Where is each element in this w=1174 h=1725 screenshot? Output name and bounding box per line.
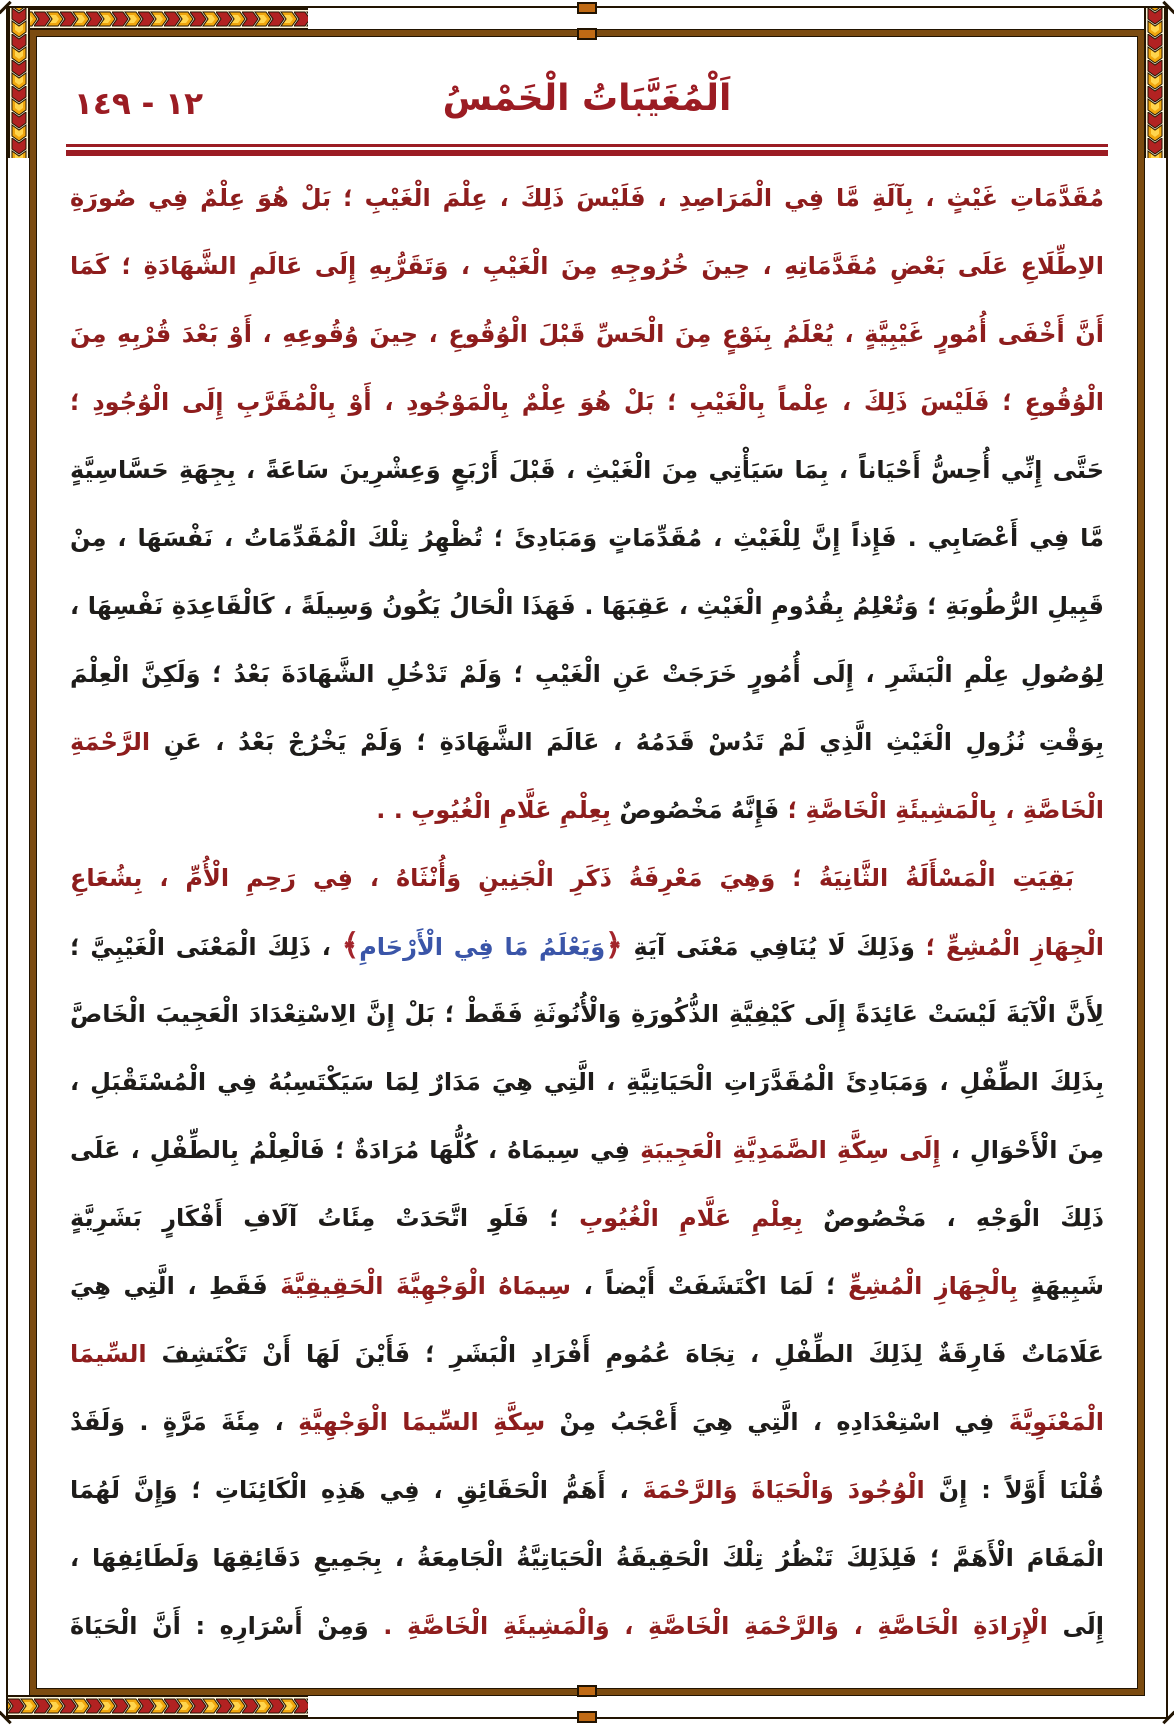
decorative-border-bottom [8,1695,308,1717]
text-line [70,776,1104,844]
text-segment: الْمَقَامَ الْأَهَمَّ ؛ فَلِذَلِكَ تَنْظُرُ تِلْكَ الْحَقِيقَةُ الْحَيَاتِيَّةُ الْجَامِعَةُ ، بِجَمِيعِ دَقَائِقِهَا وَلَطَائِفِهَا ، [70,1544,1104,1572]
text-segment: بِعِلْمِ عَلَّامِ الْغُيُوبِ [558,1204,803,1232]
decorative-border-right [1144,8,1166,158]
page-number: ١٢ - ١٤٩ [74,86,204,122]
text-line [70,640,1104,708]
quran-verse-text: وَيَعْلَمُ مَا فِي الْأَرْحَامِ [359,933,606,961]
text-segment: بِعِلْمِ عَلَّامِ الْغُيُوبِ . . [376,796,612,824]
text-line [70,980,1104,1048]
verse-bracket-ornament-icon: ﴾ [341,928,360,963]
page-content [70,36,1104,1689]
text-line [70,1456,1104,1524]
text-segment: ؛ فَلَوِ اتَّحَدَتْ مِئَاتُ آلَافِ أَفْكَارٍ بَشَرِيَّةٍ [70,1204,559,1232]
text-line [70,164,1104,232]
text-line [70,232,1104,300]
text-segment: لِأَنَّ الْآيَةَ لَيْسَتْ عَائِدَةً إِلَى كَيْفِيَّةِ الذُّكُورَةِ وَالْأُنُوثَةِ فَقَطْ ؛ بَلْ إِنَّ الِاسْتِعْدَادَ الْعَجِيبَ الْخَاصَّ [70,1000,1104,1028]
verse-bracket-ornament-icon: ﴿ [605,928,623,963]
text-segment: إِلَى [1047,1612,1104,1640]
text-line [70,572,1104,640]
text-segment: فِي سِيمَاهُ ، كُلُّهَا مُرَادَةٌ ؛ فَالْعِلْمُ بِالطِّفْلِ ، عَلَى [70,1136,630,1164]
text-segment: الاِطِّلَاعِ عَلَى بَعْضِ مُقَدَّمَاتِهِ ، حِينَ خُرُوجِهِ مِنَ الْغَيْبِ ، وَتَقَرُّبِهِ إِلَى عَالَمِ الشَّهَادَةِ ؛ كَمَا [70,252,1104,280]
text-line [70,844,1104,912]
text-segment: بِذَلِكَ الطِّفْلِ ، وَمَبَادِئَ الْمُقَدَّرَاتِ الْحَيَاتِيَّةِ ، الَّتِي هِيَ مَدَارٌ لِمَا سَيَكْتَسِبُهُ فِي الْمُسْتَقْبَلِ ، [70,1068,1104,1096]
text-line [70,708,1104,776]
text-segment: بِوَقْتِ نُزُولِ الْغَيْثِ الَّذِي لَمْ تَدُسْ قَدَمُهُ ، عَالَمَ الشَّهَادَةِ ؛ وَلَمْ يَخْرُجْ بَعْدُ ، عَنِ [150,728,1104,756]
decorative-border-top [8,8,308,30]
text-line [70,368,1104,436]
text-segment: ذَلِكَ الْوَجْهِ ، مَخْصُوصٌ [802,1204,1104,1232]
text-segment: مِنَ الْأَحْوَالِ ، [940,1136,1104,1164]
decorative-border-left [8,8,30,158]
text-line [70,1184,1104,1252]
text-segment: أَنَّ أَخْفَى أُمُورٍ غَيْبِيَّةٍ ، يُعْلَمُ بِنَوْعٍ مِنَ الْحَسِّ قَبْلَ الْوُقُوعِ ، حِينَ وُقُوعِهِ ، أَوْ بَعْدَ قُرْبِهِ مِنَ [70,320,1104,348]
text-line [70,1252,1104,1320]
text-segment: الرَّحْمَةِ [70,728,151,756]
text-line [70,1524,1104,1592]
text-segment: ، أَهَمُّ الْحَقَائِقِ ، فِي هَذِهِ الْكَائِنَاتِ ؛ وَإِنَّ لَهُمَا [70,1476,629,1504]
text-line [70,300,1104,368]
text-segment: فِي اسْتِعْدَادِهِ ، الَّتِي هِيَ أَعْجَبُ مِنْ [545,1408,995,1436]
text-segment: مُقَدَّمَاتِ غَيْثٍ ، بِآلَةِ مَّا فِي الْمَرَاصِدِ ، فَلَيْسَ ذَلِكَ ، عِلْمَ الْغَيْبِ ؛ بَلْ هُوَ عِلْمٌ فِي صُورَةِ [70,184,1104,212]
text-segment: قَبِيلِ الرُّطُوبَةِ ؛ وَتُعْلِمُ بِقُدُومِ الْغَيْثِ ، عَقِبَهَا . فَهَذَا الْحَالُ يَكُونُ وَسِيلَةً ، كَالْقَاعِدَةِ نَفْسِهَا ، [70,592,1104,620]
text-segment: حَتَّى إِنِّي أُحِسُّ أَحْيَاناً ، بِمَا سَيَأْتِي مِنَ الْغَيْثِ ، قَبْلَ أَرْبَعٍ وَعِشْرِينَ سَاعَةً ، بِجِهَةِ حَسَّاسِيَّةٍ [70,456,1104,484]
text-segment: بِالْجِهَازِ الْمُشِعِّ [835,1272,1018,1300]
page-title: اَلْمُغَيَّبَاتُ الْخَمْسُ [442,78,732,119]
text-segment: فَإِنَّهُ مَخْصُوصٌ [611,796,780,824]
text-segment: فَقَطِ ، الَّتِي هِيَ [70,1272,268,1300]
text-segment: الْوُجُودَ وَالْحَيَاةَ وَالرَّحْمَةَ [628,1476,925,1504]
text-segment: ، مِئَةَ مَرَّةٍ . وَلَقَدْ [70,1408,284,1436]
text-line [70,1116,1104,1184]
text-segment: سِيمَاهُ الْوَجْهِيَّةَ الْحَقِيقِيَّةَ [267,1272,572,1300]
text-line [70,1048,1104,1116]
text-line [70,1320,1104,1388]
text-segment: وَمِنْ أَسْرَارِهِ : أَنَّ الْحَيَاةَ [70,1612,369,1640]
border-center-tab-icon [577,2,597,14]
header-divider-rule [66,144,1108,156]
text-segment: وَذَلِكَ لَا يُنَافِي مَعْنَى آيَةِ [622,933,915,961]
text-segment: مَّا فِي أَعْصَابِي . فَإِذاً إِنَّ لِلْغَيْثِ ، مُقَدِّمَاتٍ وَمَبَادِئَ ؛ تُظْهِرُ تِلْكَ الْمُقَدِّمَاتُ ، نَفْسَهَا ، مِنْ [70,524,1104,552]
text-line [70,436,1104,504]
text-segment: شَبِيهَةٍ [1017,1272,1104,1300]
text-segment: قُلْنَا أَوَّلاً : إِنَّ [924,1476,1104,1504]
text-segment: السِّيمَا [70,1340,147,1368]
text-line [70,1388,1104,1456]
text-line [70,912,1104,980]
body-text [70,164,1104,1660]
text-segment: الْخَاصَّةِ ، بِالْمَشِيئَةِ الْخَاصَّةِ ؛ [779,796,1104,824]
text-segment: ؛ لَمَا اكْتَشَفَتْ أَيْضاً ، [571,1272,836,1300]
text-segment: الْإِرَادَةِ الْخَاصَّةِ ، وَالرَّحْمَةِ الْخَاصَّةِ ، وَالْمَشِيئَةِ الْخَاصَّةِ . [368,1612,1048,1640]
text-segment: عَلَامَاتٌ فَارِقَةٌ لِذَلِكَ الطِّفْلِ ، تِجَاهَ عُمُومِ أَفْرَادِ الْبَشَرِ ؛ فَأَيْنَ لَهَا أَنْ تَكْتَشِفَ [146,1340,1104,1368]
text-segment: الْجِهَازِ الْمُشِعِّ ؛ [914,933,1104,961]
border-center-tab-icon [577,1711,597,1723]
text-segment: بَقِيَتِ الْمَسْأَلَةُ الثَّانِيَةُ ؛ وَهِيَ مَعْرِفَةُ ذَكَرِ الْجَنِينِ وَأُنْثَاهُ ، فِي رَحِمِ الْأُمِّ ، بِشُعَاعِ [70,864,1074,892]
text-line [70,1592,1104,1660]
page-header [70,36,1104,144]
text-segment: سِكَّةِ السِّيمَا الْوَجْهِيَّةِ [283,1408,546,1436]
header-divider-rule-thick [66,150,1108,156]
text-segment: الْمَعْنَوِيَّةَ [994,1408,1104,1436]
text-line [70,504,1104,572]
text-segment: لِوُصُولِ عِلْمِ الْبَشَرِ ، إِلَى أُمُورٍ خَرَجَتْ عَنِ الْغَيْبِ ؛ وَلَمْ تَدْخُلِ الشَّهَادَةَ بَعْدُ ؛ وَلَكِنَّ الْعِلْمَ [70,660,1104,688]
text-segment: إِلَى سِكَّةِ الصَّمَدِيَّةِ الْعَجِيبَةِ [629,1136,941,1164]
text-segment: الْوُقُوعِ ؛ فَلَيْسَ ذَلِكَ ، عِلْماً بِالْغَيْبِ ؛ بَلْ هُوَ عِلْمٌ بِالْمَوْجُودِ ، أَوْ بِالْمُقَرَّبِ إِلَى الْوُجُودِ ؛ [70,388,1104,416]
corner-flourish-icon [1162,1711,1174,1724]
text-segment: ، ذَلِكَ الْمَعْنَى الْغَيْبِيَّ ؛ [70,933,342,961]
